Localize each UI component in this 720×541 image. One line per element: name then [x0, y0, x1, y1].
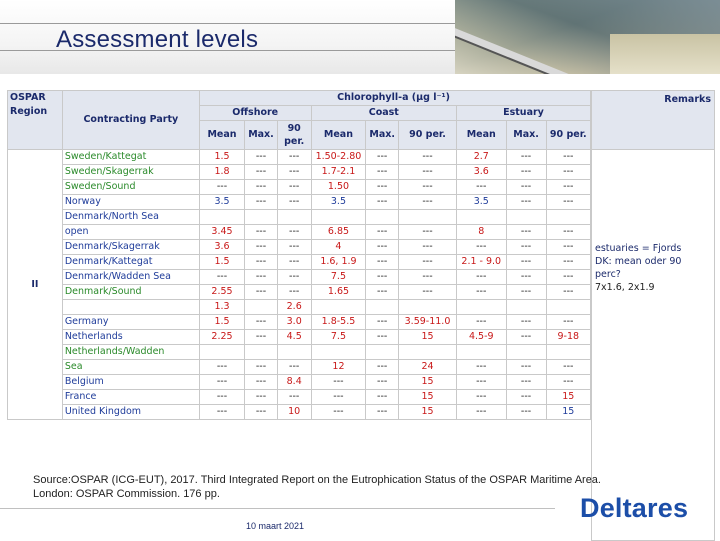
- value-cell: ---: [457, 315, 507, 330]
- value-cell: ---: [399, 165, 457, 180]
- value-cell: ---: [245, 255, 278, 270]
- value-cell: ---: [311, 375, 366, 390]
- value-cell: 1.8: [199, 165, 244, 180]
- value-cell: ---: [277, 240, 311, 255]
- value-cell: [457, 300, 507, 315]
- value-cell: ---: [245, 270, 278, 285]
- value-cell: ---: [457, 270, 507, 285]
- table-row: [8, 405, 591, 420]
- value-cell: 12: [311, 360, 366, 375]
- value-cell: ---: [245, 330, 278, 345]
- value-cell: ---: [506, 390, 546, 405]
- value-cell: 3.6: [457, 165, 507, 180]
- table-row: [8, 225, 591, 240]
- value-cell: ---: [366, 150, 399, 165]
- value-cell: [311, 345, 366, 360]
- value-cell: 1.8-5.5: [311, 315, 366, 330]
- value-cell: 15: [546, 405, 590, 420]
- party-cell: Germany: [62, 315, 199, 330]
- header-coast-max: Max.: [366, 121, 399, 150]
- value-cell: ---: [245, 405, 278, 420]
- party-cell: Denmark/Skagerrak: [62, 240, 199, 255]
- value-cell: ---: [399, 285, 457, 300]
- header-coast: Coast: [311, 106, 456, 121]
- value-cell: 1.5: [199, 315, 244, 330]
- header-estuary-max: Max.: [506, 121, 546, 150]
- value-cell: ---: [366, 330, 399, 345]
- value-cell: ---: [277, 360, 311, 375]
- value-cell: ---: [245, 315, 278, 330]
- value-cell: ---: [506, 405, 546, 420]
- assessment-table: [7, 90, 591, 420]
- value-cell: [366, 300, 399, 315]
- header-offshore-max: Max.: [245, 121, 278, 150]
- header-offshore-mean: Mean: [199, 121, 244, 150]
- table-row: [8, 390, 591, 405]
- value-cell: 3.0: [277, 315, 311, 330]
- value-cell: ---: [546, 270, 590, 285]
- party-cell: Netherlands/Wadden: [62, 345, 199, 360]
- value-cell: 1.5: [199, 150, 244, 165]
- value-cell: 2.55: [199, 285, 244, 300]
- party-cell: United Kingdom: [62, 405, 199, 420]
- value-cell: [399, 210, 457, 225]
- value-cell: 4.5: [277, 330, 311, 345]
- table-row: [8, 360, 591, 375]
- value-cell: ---: [245, 195, 278, 210]
- value-cell: [245, 210, 278, 225]
- party-cell: open: [62, 225, 199, 240]
- value-cell: ---: [399, 150, 457, 165]
- value-cell: 1.3: [199, 300, 244, 315]
- value-cell: ---: [366, 360, 399, 375]
- value-cell: [506, 300, 546, 315]
- header-photo-bridge: [455, 0, 720, 74]
- value-cell: [199, 210, 244, 225]
- value-cell: [311, 300, 366, 315]
- value-cell: 8: [457, 225, 507, 240]
- value-cell: [546, 210, 590, 225]
- deltares-logo: Deltares: [580, 493, 689, 523]
- value-cell: 15: [399, 405, 457, 420]
- value-cell: 3.5: [311, 195, 366, 210]
- value-cell: ---: [399, 270, 457, 285]
- value-cell: ---: [506, 225, 546, 240]
- value-cell: 1.5: [199, 255, 244, 270]
- source-line-1: Source:OSPAR (ICG-EUT), 2017. Third Integrated Report on the Eutrophication Status of the OSPAR Maritime Area.: [33, 474, 601, 486]
- value-cell: ---: [199, 360, 244, 375]
- remark-line: 7x1.6, 2x1.9: [595, 282, 655, 293]
- value-cell: ---: [311, 390, 366, 405]
- value-cell: ---: [457, 360, 507, 375]
- value-cell: ---: [506, 375, 546, 390]
- value-cell: ---: [366, 270, 399, 285]
- party-cell: Denmark/Wadden Sea: [62, 270, 199, 285]
- value-cell: 2.1 - 9.0: [457, 255, 507, 270]
- value-cell: ---: [506, 165, 546, 180]
- value-cell: ---: [546, 285, 590, 300]
- value-cell: [277, 345, 311, 360]
- value-cell: 9-18: [546, 330, 590, 345]
- value-cell: 8.4: [277, 375, 311, 390]
- value-cell: ---: [245, 165, 278, 180]
- header-remarks: Remarks: [592, 91, 715, 150]
- party-cell: Denmark/North Sea: [62, 210, 199, 225]
- value-cell: ---: [277, 225, 311, 240]
- value-cell: ---: [245, 390, 278, 405]
- value-cell: ---: [506, 255, 546, 270]
- value-cell: ---: [506, 270, 546, 285]
- remark-line: DK: mean oder 90: [595, 256, 682, 267]
- value-cell: 15: [399, 330, 457, 345]
- remark-line: estuaries = Fjords: [595, 243, 682, 254]
- value-cell: ---: [546, 240, 590, 255]
- value-cell: 15: [399, 375, 457, 390]
- value-cell: ---: [245, 375, 278, 390]
- value-cell: ---: [366, 240, 399, 255]
- value-cell: ---: [245, 180, 278, 195]
- header-region: OSPAR Region: [8, 91, 63, 150]
- value-cell: ---: [457, 180, 507, 195]
- header-estuary-90: 90 per.: [546, 121, 590, 150]
- value-cell: ---: [506, 180, 546, 195]
- value-cell: 7.5: [311, 270, 366, 285]
- table-row: [8, 375, 591, 390]
- value-cell: 1.50: [311, 180, 366, 195]
- table-row: [8, 165, 591, 180]
- table-body: [8, 150, 591, 420]
- header-party: Contracting Party: [62, 91, 199, 150]
- value-cell: [457, 210, 507, 225]
- region-cell: II: [8, 150, 63, 420]
- value-cell: [277, 210, 311, 225]
- value-cell: ---: [366, 390, 399, 405]
- value-cell: 10: [277, 405, 311, 420]
- value-cell: ---: [366, 285, 399, 300]
- value-cell: 1.65: [311, 285, 366, 300]
- value-cell: [399, 300, 457, 315]
- party-cell: [62, 300, 199, 315]
- value-cell: ---: [199, 180, 244, 195]
- source-citation: [33, 473, 673, 501]
- party-cell: Denmark/Kattegat: [62, 255, 199, 270]
- value-cell: 3.6: [199, 240, 244, 255]
- value-cell: 2.25: [199, 330, 244, 345]
- table-row: [8, 150, 591, 165]
- slide-header: [0, 0, 720, 74]
- value-cell: ---: [311, 405, 366, 420]
- value-cell: ---: [546, 360, 590, 375]
- value-cell: [199, 345, 244, 360]
- value-cell: ---: [506, 330, 546, 345]
- party-cell: France: [62, 390, 199, 405]
- table-row: [8, 240, 591, 255]
- table-row: [8, 180, 591, 195]
- value-cell: ---: [245, 150, 278, 165]
- party-cell: Netherlands: [62, 330, 199, 345]
- value-cell: ---: [399, 255, 457, 270]
- table-row: [8, 210, 591, 225]
- footer-rule: [0, 508, 555, 509]
- table-row: [8, 315, 591, 330]
- source-line-2: London: OSPAR Commission. 176 pp.: [33, 488, 220, 500]
- value-cell: ---: [546, 255, 590, 270]
- value-cell: ---: [245, 360, 278, 375]
- value-cell: ---: [399, 225, 457, 240]
- value-cell: [506, 345, 546, 360]
- party-cell: Belgium: [62, 375, 199, 390]
- value-cell: ---: [277, 165, 311, 180]
- value-cell: 6.85: [311, 225, 366, 240]
- header-offshore-90: 90 per.: [277, 121, 311, 150]
- value-cell: [399, 345, 457, 360]
- table-row: [8, 285, 591, 300]
- photo-land: [610, 34, 720, 74]
- header-coast-90: 90 per.: [399, 121, 457, 150]
- value-cell: 3.5: [199, 195, 244, 210]
- value-cell: ---: [277, 195, 311, 210]
- value-cell: ---: [366, 165, 399, 180]
- value-cell: 15: [546, 390, 590, 405]
- value-cell: ---: [506, 315, 546, 330]
- value-cell: [245, 345, 278, 360]
- party-cell: Denmark/Sound: [62, 285, 199, 300]
- table-row: [8, 270, 591, 285]
- value-cell: ---: [546, 180, 590, 195]
- table-row: [8, 330, 591, 345]
- value-cell: ---: [546, 150, 590, 165]
- party-cell: Sweden/Kattegat: [62, 150, 199, 165]
- remark-line: perc?: [595, 269, 621, 280]
- value-cell: ---: [277, 150, 311, 165]
- value-cell: ---: [457, 240, 507, 255]
- slide-date: 10 maart 2021: [246, 521, 305, 531]
- value-cell: ---: [457, 390, 507, 405]
- value-cell: ---: [506, 285, 546, 300]
- value-cell: 2.7: [457, 150, 507, 165]
- value-cell: [366, 345, 399, 360]
- value-cell: ---: [546, 225, 590, 240]
- header-chlorophyll: Chlorophyll-a (µg l⁻¹): [199, 91, 590, 106]
- value-cell: ---: [245, 285, 278, 300]
- value-cell: ---: [546, 165, 590, 180]
- value-cell: 3.59-11.0: [399, 315, 457, 330]
- value-cell: ---: [199, 270, 244, 285]
- value-cell: ---: [506, 240, 546, 255]
- value-cell: ---: [457, 405, 507, 420]
- value-cell: 24: [399, 360, 457, 375]
- value-cell: 2.6: [277, 300, 311, 315]
- value-cell: ---: [399, 240, 457, 255]
- value-cell: ---: [366, 405, 399, 420]
- value-cell: ---: [506, 360, 546, 375]
- table-row: [8, 345, 591, 360]
- header-estuary: Estuary: [457, 106, 591, 121]
- value-cell: ---: [366, 315, 399, 330]
- value-cell: ---: [199, 405, 244, 420]
- value-cell: ---: [399, 180, 457, 195]
- value-cell: ---: [277, 390, 311, 405]
- table-row: [8, 195, 591, 210]
- value-cell: [457, 345, 507, 360]
- value-cell: 4: [311, 240, 366, 255]
- value-cell: ---: [457, 285, 507, 300]
- value-cell: ---: [277, 270, 311, 285]
- value-cell: ---: [506, 195, 546, 210]
- value-cell: [506, 210, 546, 225]
- value-cell: 1.6, 1.9: [311, 255, 366, 270]
- value-cell: ---: [245, 225, 278, 240]
- value-cell: 3.5: [457, 195, 507, 210]
- value-cell: 15: [399, 390, 457, 405]
- value-cell: 7.5: [311, 330, 366, 345]
- header-estuary-mean: Mean: [457, 121, 507, 150]
- value-cell: [245, 300, 278, 315]
- header-offshore: Offshore: [199, 106, 311, 121]
- party-cell: Sweden/Skagerrak: [62, 165, 199, 180]
- value-cell: ---: [399, 195, 457, 210]
- value-cell: ---: [366, 375, 399, 390]
- header-coast-mean: Mean: [311, 121, 366, 150]
- party-cell: Sweden/Sound: [62, 180, 199, 195]
- value-cell: [366, 210, 399, 225]
- value-cell: ---: [366, 180, 399, 195]
- value-cell: 3.45: [199, 225, 244, 240]
- value-cell: ---: [546, 315, 590, 330]
- value-cell: 1.50-2.80: [311, 150, 366, 165]
- value-cell: ---: [457, 375, 507, 390]
- table-row: [8, 300, 591, 315]
- party-cell: Norway: [62, 195, 199, 210]
- value-cell: ---: [506, 150, 546, 165]
- value-cell: ---: [199, 390, 244, 405]
- value-cell: ---: [277, 255, 311, 270]
- value-cell: ---: [366, 195, 399, 210]
- value-cell: ---: [277, 285, 311, 300]
- value-cell: [546, 345, 590, 360]
- value-cell: ---: [245, 240, 278, 255]
- value-cell: ---: [199, 375, 244, 390]
- slide-title: Assessment levels: [56, 26, 259, 53]
- value-cell: [311, 210, 366, 225]
- party-cell: Sea: [62, 360, 199, 375]
- value-cell: ---: [546, 375, 590, 390]
- value-cell: ---: [366, 225, 399, 240]
- value-cell: ---: [366, 255, 399, 270]
- value-cell: ---: [546, 195, 590, 210]
- value-cell: [546, 300, 590, 315]
- table-row: [8, 255, 591, 270]
- value-cell: 4.5-9: [457, 330, 507, 345]
- value-cell: ---: [277, 180, 311, 195]
- value-cell: 1.7-2.1: [311, 165, 366, 180]
